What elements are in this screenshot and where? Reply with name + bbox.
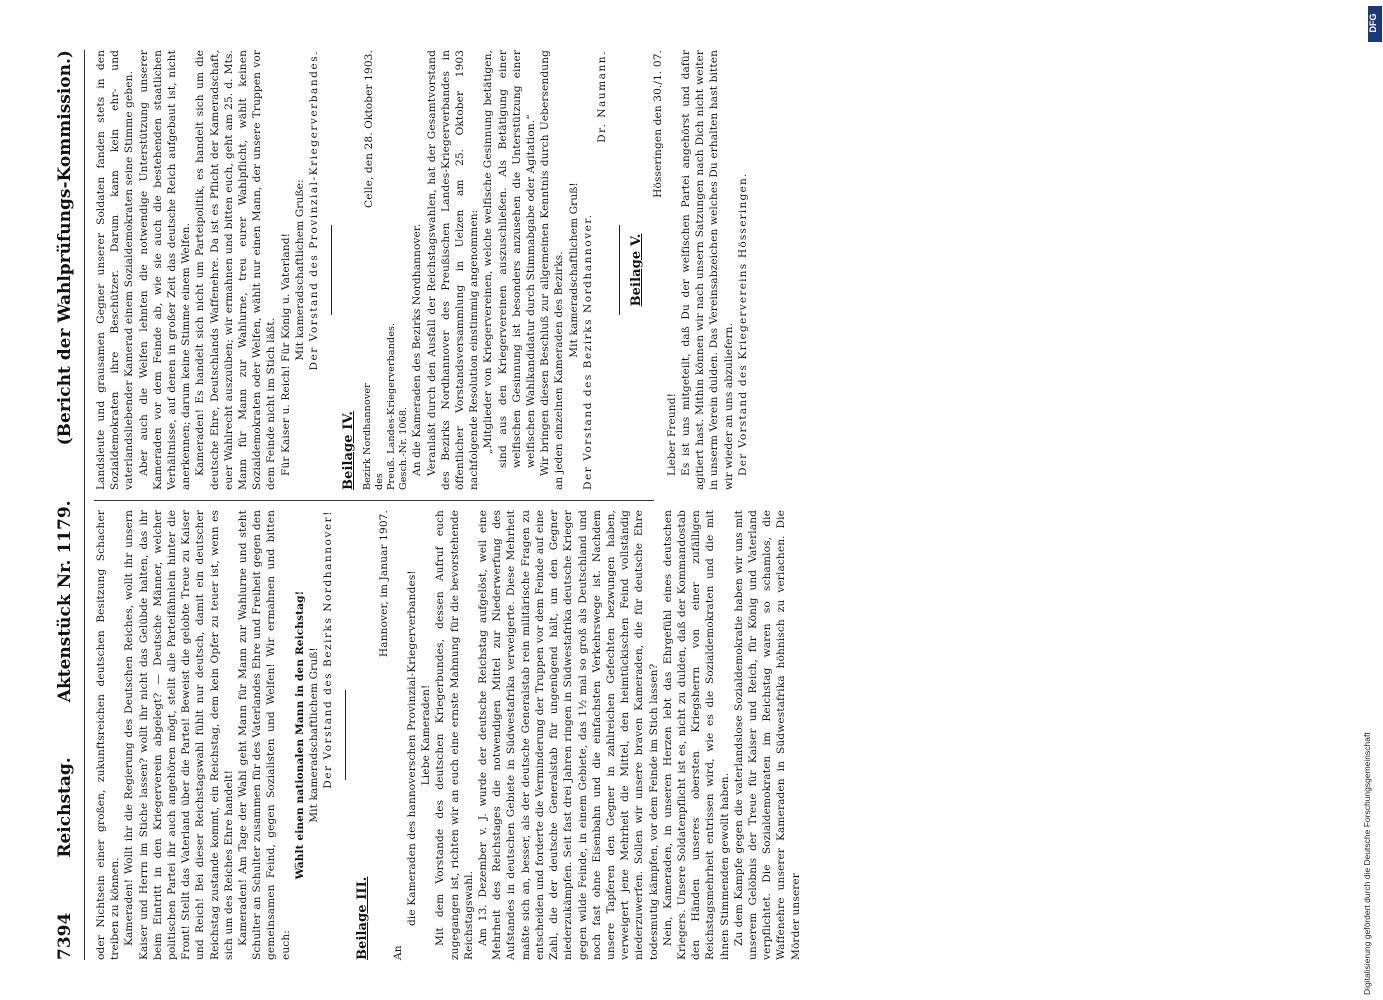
signature: Der Vorstand des Bezirks Nordhannover! [322, 510, 335, 789]
beilage-heading: Beilage IV. [341, 411, 357, 490]
beilage-heading: Beilage III. [355, 876, 371, 960]
letter-date: Hösseringen den 30./1. 07. [651, 50, 664, 198]
separator [619, 225, 620, 315]
address-line: die Kameraden des hannoverschen Provinzial-Kriegerverbandes! [406, 570, 419, 926]
paragraph: Kameraden! Am Tage der Wahl geht Mann für Mann zur Wahlurne und steht Schulter an Schulter zusammen für des Vaterlandes Ehre und Freiheit gegen den gemeinsamen Feind, gegen Sozialisten und Welfen! Wir ermahnen und bitten euch: [237, 510, 292, 960]
column-right [94, 50, 750, 490]
intro-text: oder Nichtsein einer großen, zukunftsreichen deutschen Besitzung Schacher treiben zu können. [95, 510, 122, 960]
signature: Der Vorstand des Provinzial-Kriegerverbandes. [308, 50, 321, 371]
separator [331, 225, 332, 315]
paragraph: Aber auch die Welfen lehnten die notwendige Unterstützung unserer Kameraden vor dem Feinde ab, wie sie auch die bestehenden staatlichen Verhältnisse, auf denen in großer Zeit das deutsche Reich aufgebaut ist, nicht anerkennen; darum keine Stimme einem Welfen. [137, 50, 193, 490]
paragraph: Zu dem Kampfe gegen die vaterlandslose Sozialdemokratie haben wir uns mit unserem Gelöbnis der Treue für Kaiser und Reich, für König und Vaterland verpflichtet. Die Sozialdemokraten im Reichstag waren so schamlos, die Waffenehre unserer Kameraden in Südwestafrika höhnisch zu verlachen. Die Mörder unserer [732, 510, 802, 960]
address-line: An [391, 945, 404, 960]
letter-date: Celle, den 28. Oktober 1903. [363, 50, 376, 208]
greeting: Mit kameradschaftlichem Gruß! [567, 182, 580, 358]
greeting: Mit kameradschaftlichem Gruße: [293, 179, 306, 361]
paragraph: Veranlaßt durch den Ausfall der Reichstagswahlen, hat der Gesamtvorstand des Bezirks Nordhannover des Preußischen Landes-Kriegerverbandes in öffentlicher Vorstandsversammlung in Uelzen am 25. Oktober 1903 nachfolgende Resolution einstimmig angenommen: [425, 50, 481, 490]
page-header [50, 50, 80, 960]
signer-name: Dr. Naumann. [596, 50, 609, 143]
paragraph: Mit dem Vorstande des deutschen Kriegerbundes, dessen Aufruf euch zugegangen ist, richten wir an euch eine ernste Mahnung für die bevorstehende Reichstagswahl. [434, 510, 475, 960]
page-number: 7394 [55, 912, 75, 960]
sender-line: Preuß. Landes-Kriegerverbandes. [386, 322, 398, 490]
cheer: Für Kaiser u. Reich! Für König u. Vaterland! [279, 232, 292, 476]
sender-info [362, 323, 410, 490]
paragraph: Am 13. Dezember v. J. wurde der deutsche Reichstag aufgelöst, weil eine Mehrheit des Reichstages die notwendigen Mittel zur Niederwerfung des Aufstandes in deutschen Gebiete in Südwestafrika verweigerte. Diese Mehrheit maßte sich an, besser, als der deutsche Generalstab rein militärische Fragen zu entscheiden und forderte die Verminderung der Truppen vor dem Feinde auf eine Zahl, die der deutsche Generalstab für ungenügend hält, um den Gegner niederzukämpfen. Seit fast drei Jahren ringen in Südwestafrika deutsche Krieger gegen wilde Feinde, in einem Gebiete, das 1½ mal so groß als Deutschland und noch fast ohne Eisenbahn und die einfachsten Verkehrswege ist. Nachdem unsere Tapferen den Gegner in zahlreichen Gefechten bezwungen haben, verweigert jene Mehrheit die Mittel, den heimtückischen Feind vollständig niederzuwerfen. Sollen wir unsere braven Kameraden, die für deutsche Ehre todesmutig kämpfen, vor dem Feinde im Stich lassen? [477, 510, 660, 960]
digitization-note: Digitalisierung gefördert durch die Deutsche Forschungsgemeinschaft [1362, 732, 1372, 995]
paragraph: Kameraden! Wollt ihr die Regierung des Deutschen Reiches, wollt ihr unsern Kaiser und Herrn im Stiche lassen? wollt ihr nicht das Gelübde halten, das ihr beim Eintritt in den Kriegerverein abgelegt? — Deutsche Männer, welcher politischen Partei ihr auch angehören mögt, stellt alle Parteifähnlein hinter die Front! Stellt das Vaterland über die Partei! Beweist die gelobte Treue zu Kaiser und Reich! Bei dieser Reichstagswahl fühlt nur deutsch, damit ein deutscher Reichstag zustande kommt, ein Reichstag, dem kein Opfer zu teuer ist, wenn es sich um des Reiches Ehre handelt! [123, 510, 235, 960]
header-right: (Bericht der Wahlprüfungs-Kommission.) [55, 50, 75, 446]
paragraph: Nein, Kameraden, in unseren Herzen lebt das Ehrgefühl eines deutschen Kriegers. Unsere Soldatenpflicht ist es, nicht zu dulden, daß der Kommandostab den Händen unseres obersten Kriegsherrn von einer zufälligen Reichstagsmehrheit entrissen wird, wie es die Sozialdemokraten und die mit ihnen Stimmenden gewollt haben. [661, 510, 731, 960]
sender-line: Bezirk Nordhannover [362, 383, 374, 490]
greeting: Mit kameradschaftlichem Gruß! [308, 647, 321, 823]
paragraph: Es ist uns mitgeteilt, daß Du der welfischen Partei angehörst und dafür agitiert hast. Mithin können wir nach unsern Satzungen nach Dich nicht weiter in unserm Verein dulden. Das Vereinsabzeichen welches Du erhalten hast bitten wir wieder an uns abzuliefern. [679, 50, 735, 490]
header-rule [84, 50, 85, 960]
address-line: An die Kameraden des Bezirks Nordhannover. [411, 223, 424, 476]
signature: Der Vorstand des Kriegervereins Hösseringen. [736, 172, 749, 476]
beilage-heading: Beilage V. [629, 233, 645, 307]
paragraph: Wir bringen diesen Beschluß zur allgemeinen Kenntnis durch Uebersendung an jeden einzelnen Kameraden des Bezirks. [539, 50, 566, 490]
dfg-logo: DFG [1368, 6, 1382, 42]
signature: Der Vorstand des Bezirks Nordhannover. [581, 213, 594, 490]
sender-line: Gesch.-Nr. 1068. [398, 406, 410, 490]
header-left: Reichstag. [55, 757, 75, 858]
paragraph: Landsleute und grausamen Gegner unserer Soldaten fanden stets in den Sozialdemokraten ihre Beschützer. Darum kann kein ehr- und vaterlandsliebender Kamerad einem Sozialdemokraten seine Stimme geben. [95, 50, 136, 490]
slogan: Wählt einen nationalen Mann in den Reichstag! [293, 590, 306, 880]
salutation: Liebe Kameraden! [420, 684, 433, 786]
sender-block [362, 50, 410, 490]
resolution-quote: „Mitglieder von Kriegervereinen, welche welfische Gesinnung betätigen, sind aus den Kriegervereinen auszuschließen. Als Betätigung einer welfischen Gesinnung ist besonders anzusehen die Unterstützung einer welfischen Wahlkandidatur durch Stimmabgabe oder Agitation.“ [482, 50, 538, 468]
paragraph: Kameraden! Es handelt sich nicht um Parteipolitik, es handelt sich um die deutsche Ehre, Deutschlands Waffenehre. Da ist es Pflicht der Kameradschaft, euer Wahlrecht auszuüben; wir ermahnen und bitten euch, geht am 25. d. Mts. Mann für Mann zur Wahlurne, treu eurer Wahlpflicht, wählt keinen Sozialdemokraten oder Welfen, wählt nur einen Mann, der unsere Truppen vor dem Feinde nicht im Stich läßt. [194, 50, 278, 490]
column-left [94, 510, 803, 960]
sender-line: des [374, 472, 386, 490]
header-center: Aktenstück Nr. 1179. [55, 500, 75, 703]
separator [345, 690, 346, 780]
letter-date: Hannover, im Januar 1907. [377, 510, 390, 658]
salutation: Lieber Freund! [665, 393, 678, 476]
column-divider [94, 500, 654, 501]
document-page [50, 50, 1070, 960]
